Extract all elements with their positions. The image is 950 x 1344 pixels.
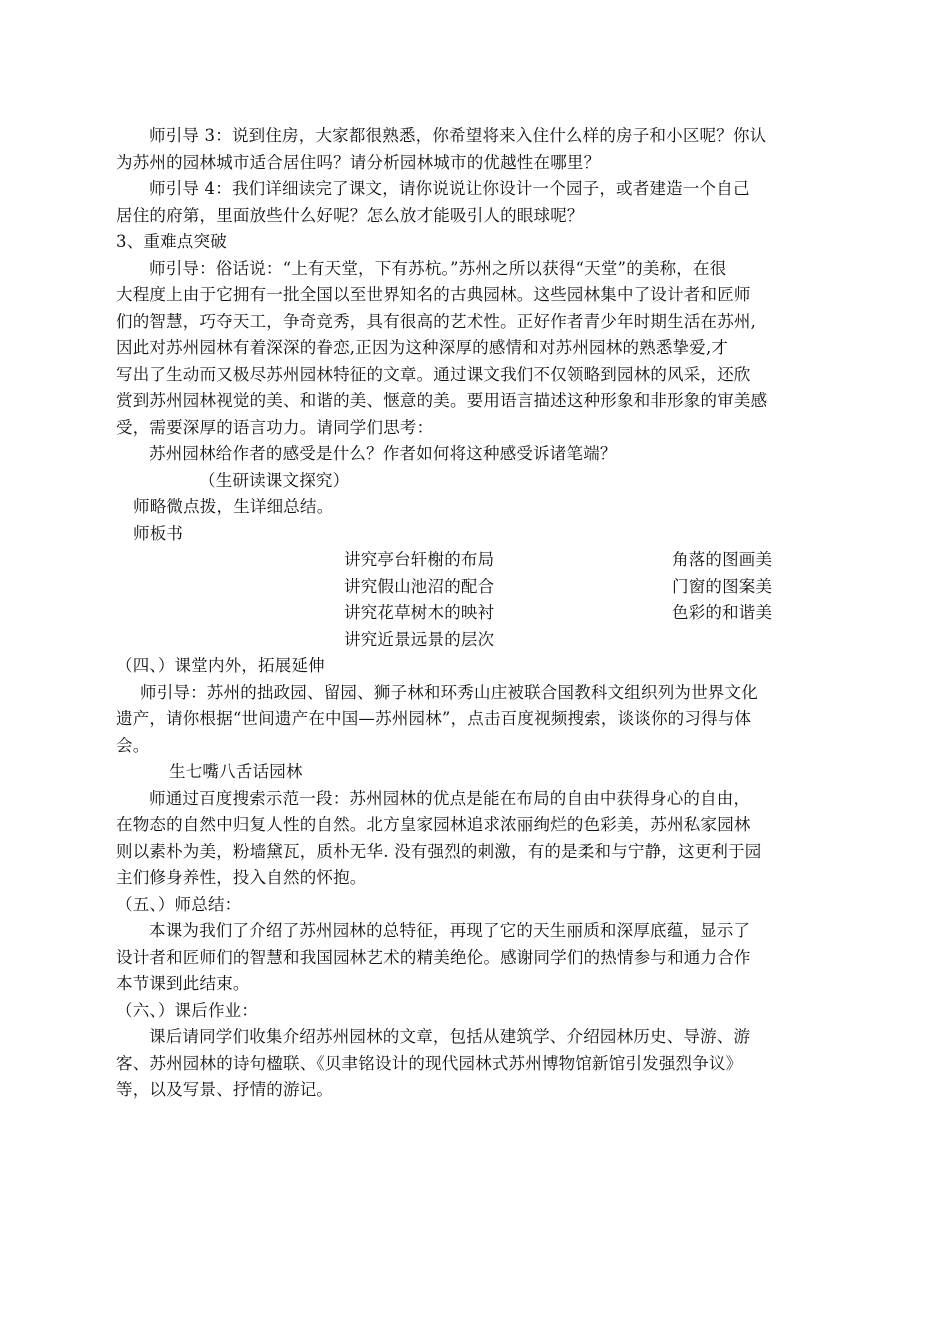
paragraph-line: 居住的府第，里面放些什么好呢？怎么放才能吸引人的眼球呢？ bbox=[116, 205, 584, 225]
paragraph-line: 课后请同学们收集介绍苏州园林的文章，包括从建筑学、介绍园林历史、导游、游 bbox=[149, 1027, 751, 1046]
paragraph-line: 为苏州的园林城市适合居住吗？请分析园林城市的优越性在哪里？ bbox=[116, 152, 601, 172]
board-item: 讲究花草树木的映衬 bbox=[344, 603, 495, 622]
paragraph-line: 在物态的自然中归复人性的自然。北方皇家园林追求浓丽绚烂的色彩美，苏州私家园林 bbox=[116, 815, 751, 834]
paragraph-line: 写出了生动而又极尽苏州园林特征的文章。通过课文我们不仅领略到园林的风采，还欣 bbox=[116, 364, 751, 384]
paragraph-line: 师通过百度搜索示范一段：苏州园林的优点是能在布局的自由中获得身心的自由， bbox=[149, 788, 751, 808]
board-item: 色彩的和谐美 bbox=[672, 603, 773, 622]
board-item: 角落的图画美 bbox=[672, 550, 773, 569]
paragraph-line: 客、苏州园林的诗句楹联、《贝聿铭设计的现代园林式苏州博物馆新馆引发强烈争议》 bbox=[116, 1053, 743, 1073]
paragraph-line: 们的智慧，巧夺天工，争奇竞秀，具有很高的艺术性。正好作者青少年时期生活在苏州, bbox=[116, 311, 757, 331]
paragraph-line: 大程度上由于它拥有一批全国以至世界知名的古典园林。这些园林集中了设计者和匠师 bbox=[116, 285, 751, 304]
paragraph-line: 本课为我们了介绍了苏州园林的总特征，再现了它的天生丽质和深厚底蕴，显示了 bbox=[149, 921, 751, 940]
blackboard-notes bbox=[116, 547, 840, 653]
board-title: 师板书 bbox=[133, 523, 184, 543]
board-item: 讲究假山池沼的配合 bbox=[344, 576, 495, 596]
paragraph-line: 会。 bbox=[116, 735, 150, 755]
teacher-summary-note: 师略微点拨，生详细总结。 bbox=[133, 497, 334, 516]
board-left-column bbox=[344, 547, 494, 653]
section-heading: （五、）师总结： bbox=[116, 894, 242, 914]
paragraph-line: 师引导：俗话说：“上有天堂，下有苏杭。”苏州之所以获得“天堂”的美称，在很 bbox=[149, 258, 727, 278]
section-heading: （四、）课堂内外，拓展延伸 bbox=[116, 656, 325, 675]
board-right-column bbox=[672, 547, 772, 627]
section-heading: （六、）课后作业： bbox=[116, 1000, 259, 1020]
board-item: 讲究近景远景的层次 bbox=[344, 629, 495, 649]
question-line: 苏州园林给作者的感受是什么？作者如何将这种感受诉诸笔端？ bbox=[149, 444, 617, 463]
paragraph-line: 因此对苏州园林有着深深的眷恋,正因为这种深厚的感情和对苏州园林的熟悉挚爱,才 bbox=[116, 338, 729, 357]
board-item: 门窗的图案美 bbox=[672, 576, 773, 596]
paragraph-line: 等，以及写景、抒情的游记。 bbox=[116, 1080, 334, 1099]
paragraph-line: 师引导 3：说到住房，大家都很熟悉，你希望将来入住什么样的房子和小区呢？你认 bbox=[149, 126, 767, 145]
board-item: 讲究亭台轩榭的布局 bbox=[344, 550, 495, 569]
paragraph-line: 本节课到此结束。 bbox=[116, 974, 250, 993]
document-page bbox=[116, 123, 840, 1104]
paragraph-line: 赏到苏州园林视觉的美、和谐的美、惬意的美。要用语言描述这种形象和非形象的审美感 bbox=[116, 391, 768, 410]
paragraph-line: 主们修身养性，投入自然的怀抱。 bbox=[116, 868, 367, 887]
paragraph-line: 则以素朴为美，粉墙黛瓦，质朴无华. 没有强烈的刺激，有的是柔和与宁静，这更利于园 bbox=[116, 841, 762, 861]
student-activity: 生七嘴八舌话园林 bbox=[169, 762, 303, 781]
student-activity: （生研读课文探究） bbox=[199, 470, 350, 490]
paragraph-line: 师引导：苏州的拙政园、留园、狮子林和环秀山庄被联合国教科文组织列为世界文化 bbox=[140, 682, 758, 702]
section-heading: 3、重难点突破 bbox=[116, 232, 227, 251]
paragraph-line: 遗产，请你根据“世间遗产在中国—苏州园林”，点击百度视频搜索，谈谈你的习得与体 bbox=[116, 709, 752, 728]
paragraph-line: 设计者和匠师们的智慧和我国园林艺术的精美绝伦。感谢同学们的热情参与和通力合作 bbox=[116, 947, 751, 967]
paragraph-line: 受，需要深厚的语言功力。请同学们思考： bbox=[116, 417, 434, 437]
paragraph-line: 师引导 4：我们详细读完了课文，请你说说让你设计一个园子，或者建造一个自己 bbox=[149, 179, 750, 198]
